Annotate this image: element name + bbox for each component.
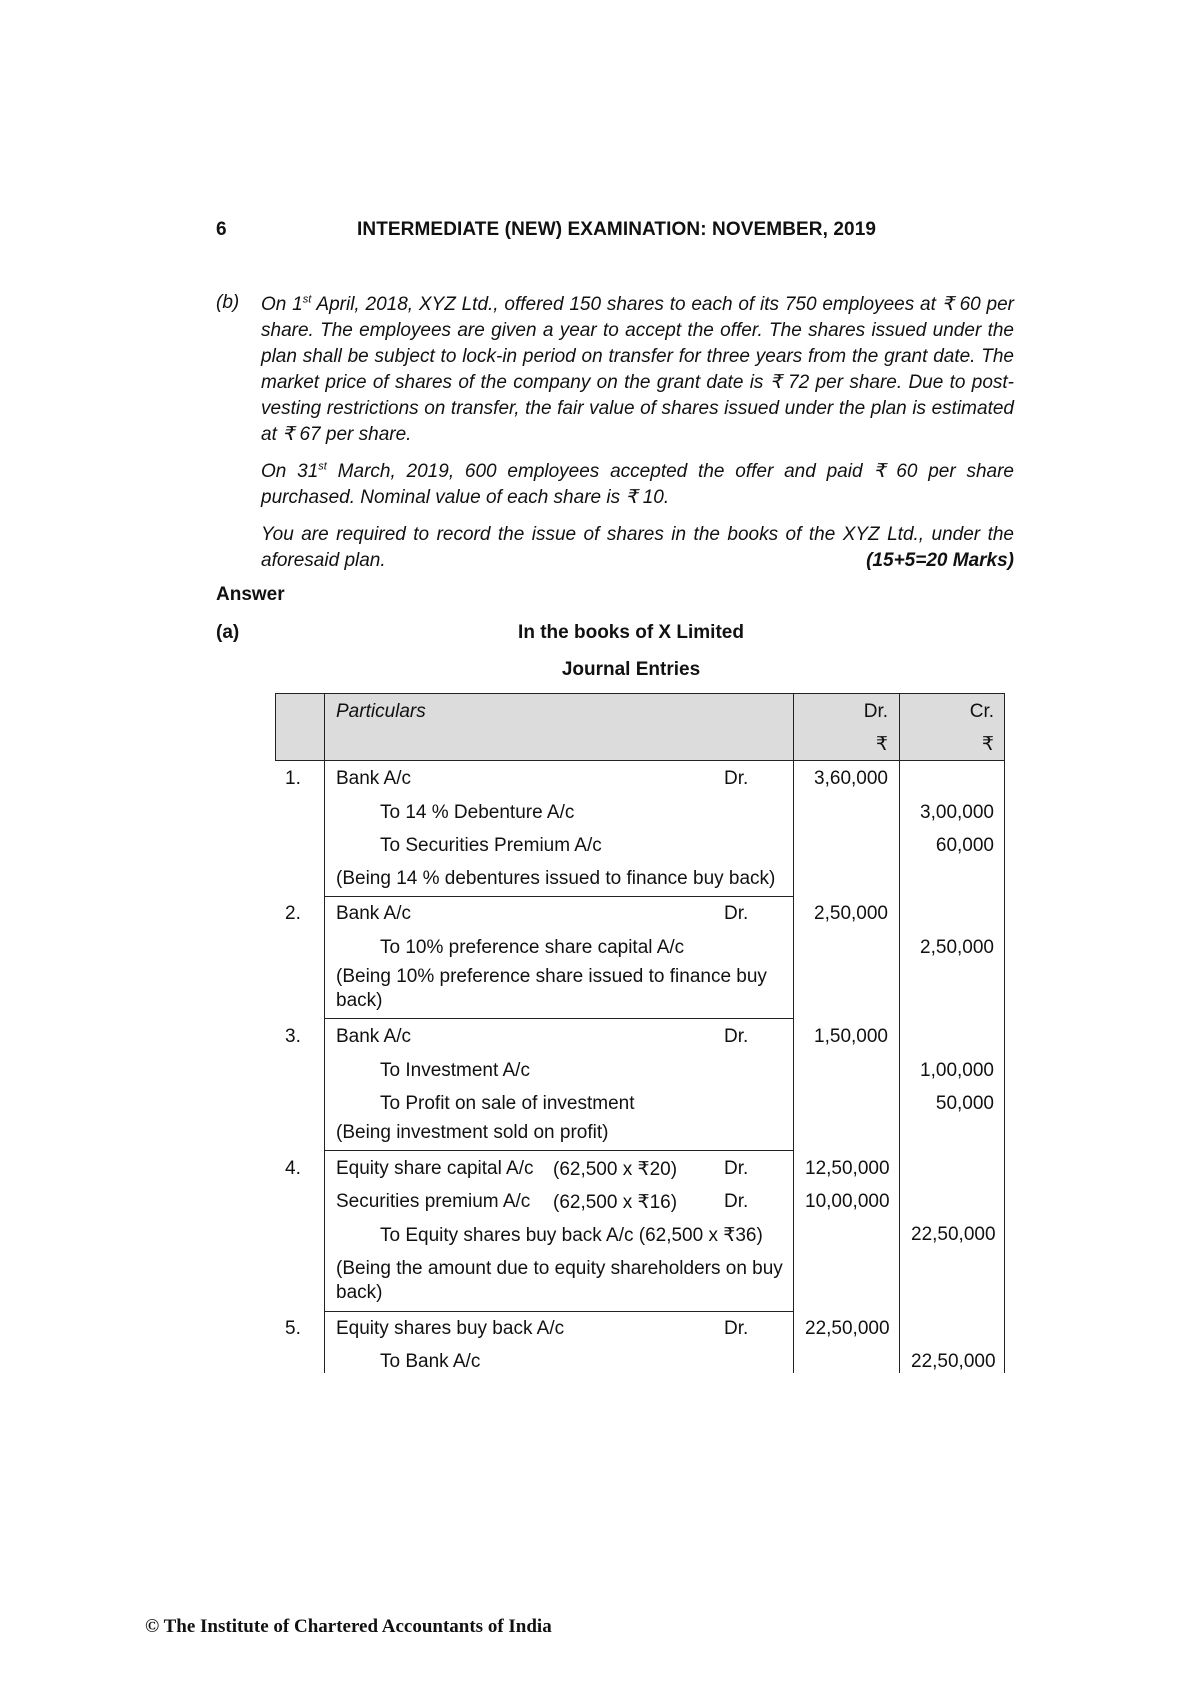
entry-separator — [324, 896, 794, 897]
cr-amount: 50,000 — [935, 1093, 994, 1114]
text-fragment: You are required to record the issue of shares in the books of the XYZ Ltd., under the aforesaid plan. — [261, 524, 1014, 571]
cr-amount: 22,50,000 — [911, 1224, 996, 1245]
header-rule — [275, 760, 1005, 761]
dr-marker: Dr. — [724, 903, 749, 924]
books-heading: In the books of X Limited — [518, 622, 744, 643]
table-border-left — [275, 693, 276, 760]
dr-amount: 10,00,000 — [805, 1191, 890, 1212]
text-fragment: April, 2018, XYZ Ltd., offered 150 shares to each of its 750 employees at ₹ 60 per share. The employees are given a year to accept the offer. The shares issued under the plan shall be subject to lock-in period on transfer for three years from the grant date. The market price of shares of the company on the grant date is ₹ 72 per share. Due to post-vesting restrictions on transfer, the fair value of shares issued under the plan is estimated at ₹ 67 per share. — [261, 294, 1014, 445]
superscript: st — [302, 293, 312, 306]
narration: (Being 14 % debentures issued to finance buy back) — [336, 868, 776, 889]
cr-amount: 3,00,000 — [920, 802, 994, 823]
dr-amount: 2,50,000 — [814, 903, 888, 924]
entry-line-text: Bank A/c — [336, 768, 411, 789]
journal-table — [275, 693, 1005, 1373]
cr-amount: 1,00,000 — [920, 1060, 994, 1081]
answer-heading: Answer — [216, 584, 285, 605]
dr-marker: Dr. — [724, 1158, 749, 1179]
entry-line-text: To Bank A/c — [380, 1351, 481, 1372]
question-paragraph-1 — [261, 292, 1014, 448]
entry-separator — [324, 1150, 794, 1151]
entry-number: 4. — [285, 1158, 301, 1179]
header-particulars: Particulars — [336, 701, 426, 722]
dr-marker: Dr. — [724, 1318, 749, 1339]
narration: (Being the amount due to equity shareholders on buy back) — [336, 1258, 783, 1303]
journal-heading: Journal Entries — [561, 659, 701, 680]
entry-line-text: Equity share capital A/c — [336, 1158, 534, 1179]
header-cr-unit: ₹ — [981, 734, 994, 755]
entry-line-text: To Securities Premium A/c — [380, 835, 602, 856]
dr-amount: 12,50,000 — [805, 1158, 890, 1179]
entry-line-text: To Investment A/c — [380, 1060, 530, 1081]
dr-marker: Dr. — [724, 1026, 749, 1047]
table-border-right — [1004, 693, 1005, 1373]
dr-amount: 22,50,000 — [805, 1318, 890, 1339]
cr-amount: 22,50,000 — [911, 1351, 996, 1372]
footer-copyright: © The Institute of Chartered Accountants of India — [145, 1616, 552, 1637]
table-border-top — [275, 693, 1005, 694]
question-paragraph-2 — [261, 459, 1014, 511]
entry-number: 2. — [285, 903, 301, 924]
entry-line-text: To 14 % Debenture A/c — [380, 802, 575, 823]
entry-line-text: Equity shares buy back A/c — [336, 1318, 565, 1339]
cr-amount: 2,50,000 — [920, 937, 994, 958]
entry-separator — [324, 1311, 794, 1312]
narration: (Being investment sold on profit) — [336, 1122, 609, 1143]
table-rule-dr — [899, 693, 900, 1373]
text-fragment: On 31 — [261, 461, 319, 482]
dr-amount: 3,60,000 — [814, 768, 888, 789]
header-cr: Cr. — [969, 701, 994, 722]
calculation: (62,500 x ₹16) — [553, 1192, 678, 1213]
entry-separator — [324, 1018, 794, 1019]
entry-line-text: To Equity shares buy back A/c (62,500 x ₹36) — [380, 1225, 763, 1246]
entry-line-text: Bank A/c — [336, 903, 411, 924]
table-rule-particulars — [793, 693, 794, 1373]
header-dr-unit: ₹ — [875, 734, 888, 755]
page-number: 6 — [216, 219, 227, 240]
marks-label: (15+5=20 Marks) — [866, 550, 1014, 571]
question-part-label: (b) — [216, 292, 240, 313]
entry-number: 3. — [285, 1026, 301, 1047]
table-rule-no — [324, 693, 325, 1373]
text-fragment: March, 2019, 600 employees accepted the offer and paid ₹ 60 per share purchased. Nominal value of each share is ₹ 10. — [261, 461, 1014, 508]
dr-marker: Dr. — [724, 1191, 749, 1212]
entry-line-text: To Profit on sale of investment — [380, 1093, 635, 1114]
answer-part-label: (a) — [216, 622, 240, 643]
entry-number: 5. — [285, 1318, 301, 1339]
entry-line-text: To 10% preference share capital A/c — [380, 937, 685, 958]
entry-line-text: Bank A/c — [336, 1026, 411, 1047]
entry-number: 1. — [285, 768, 301, 789]
entry-line-text: Securities premium A/c — [336, 1191, 531, 1212]
page-header-title: INTERMEDIATE (NEW) EXAMINATION: NOVEMBER, 2019 — [357, 219, 877, 240]
header-dr: Dr. — [863, 701, 888, 722]
question-paragraph-3 — [261, 522, 1014, 574]
cr-amount: 60,000 — [935, 835, 994, 856]
narration: (Being 10% preference share issued to finance buy back) — [336, 966, 767, 1011]
text-fragment: On 1 — [261, 294, 303, 315]
calculation: (62,500 x ₹20) — [553, 1159, 678, 1180]
superscript: st — [318, 460, 327, 473]
dr-amount: 1,50,000 — [814, 1026, 888, 1047]
dr-marker: Dr. — [724, 768, 749, 789]
